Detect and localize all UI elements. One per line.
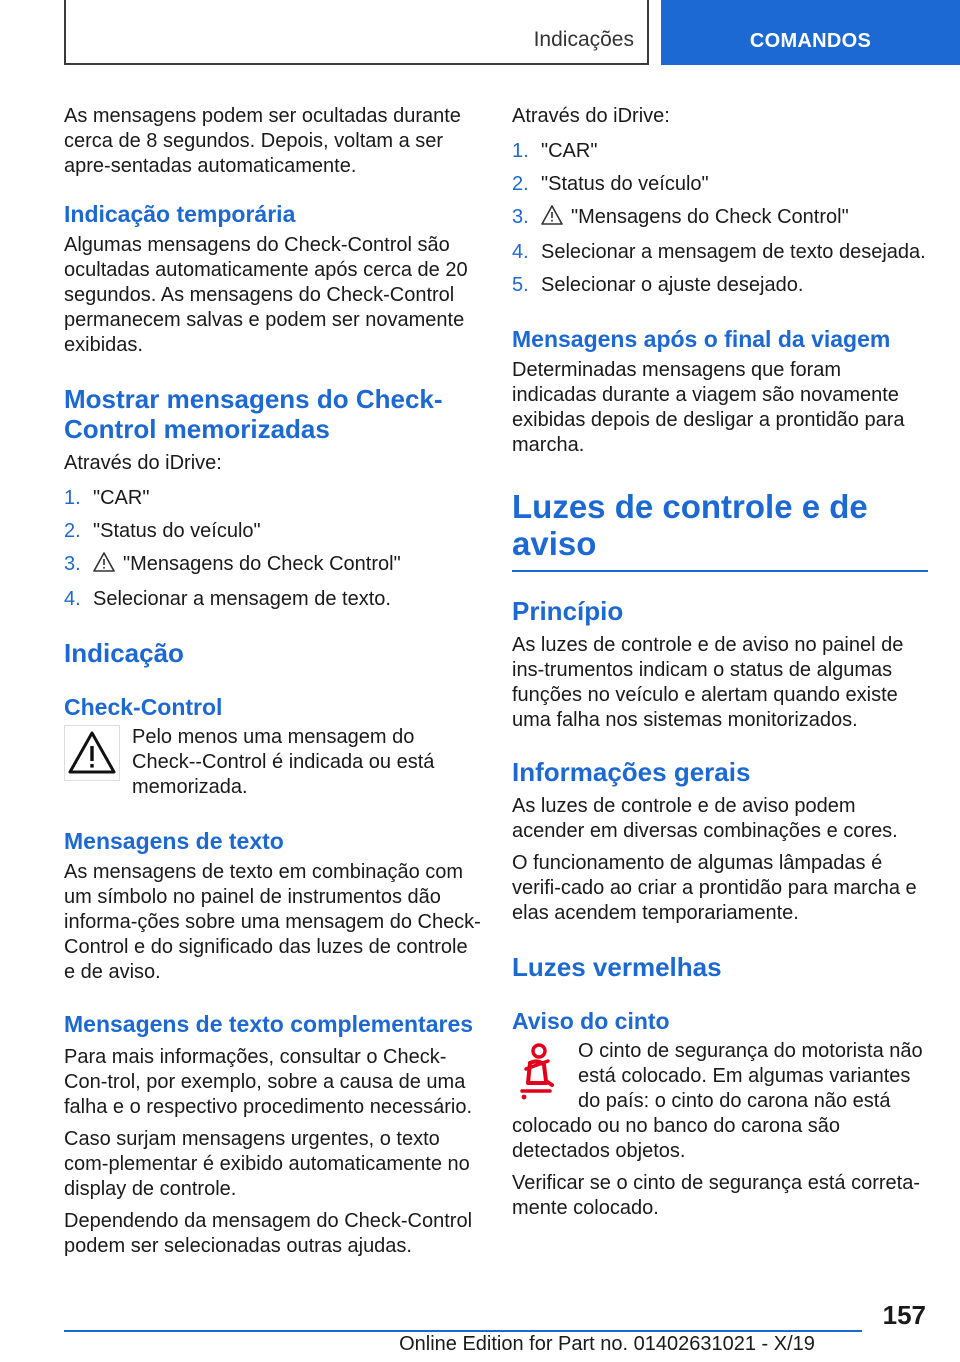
text-messages-paragraph: As mensagens de texto em combinação com um símbolo no painel de instrumentos dão informa-ções sobre uma mensagem do Check-Control e do significado das luzes de controle e de aviso.	[64, 861, 481, 983]
list-item: 5. Selecionar o ajuste desejado.	[512, 274, 804, 296]
heading-warning-lights: Luzes de controle e de aviso	[512, 488, 868, 562]
footer-edition: Online Edition for Part no. 01402631021 - X/19	[399, 1333, 815, 1355]
footer-divider	[64, 1330, 862, 1332]
heading-messages-after-trip: Mensagens após o final da viagem	[512, 326, 891, 352]
general-info-paragraph-2: O funcionamento de algumas lâmpadas é verifi-cado ao criar a prontidão para marcha e elas acendem temporariamente.	[512, 852, 917, 924]
list-item: 4. Selecionar a mensagem de texto desejada.	[512, 241, 926, 263]
seatbelt-paragraph-2: Verificar se o cinto de segurança está correta-mente colocado.	[512, 1172, 920, 1219]
supplementary-paragraph-2: Caso surjam mensagens urgentes, o texto com-plementar é exibido automaticamente no display de controle.	[64, 1128, 470, 1200]
heading-temporary-display: Indicação temporária	[64, 201, 296, 227]
heading-display: Indicação	[64, 638, 184, 668]
heading-show-stored-messages: Mostrar mensagens do Check-Control memorizadas	[64, 384, 443, 444]
page-number: 157	[882, 1300, 926, 1330]
supplementary-paragraph-3: Dependendo da mensagem do Check-Control podem ser selecionadas outras ajudas.	[64, 1210, 473, 1257]
via-idrive-label: Através do iDrive:	[64, 452, 222, 474]
heading-check-control: Check-Control	[64, 694, 223, 720]
list-item: 1. "CAR"	[512, 140, 598, 162]
warning-triangle-icon	[93, 552, 115, 579]
intro-paragraph: As mensagens podem ser ocultadas durante cerca de 8 segundos. Depois, voltam a ser apre-sentadas automaticamente.	[64, 105, 461, 177]
heading-seatbelt-reminder: Aviso do cinto	[512, 1008, 670, 1034]
chapter-label: COMANDOS	[749, 30, 872, 52]
heading-principle: Princípio	[512, 596, 624, 626]
list-item: 2. "Status do veículo"	[64, 520, 261, 542]
heading-red-lights: Luzes vermelhas	[512, 952, 722, 982]
chapter-tab[interactable]	[661, 0, 960, 65]
check-control-block	[64, 725, 482, 800]
heading-supplementary-messages: Mensagens de texto complementares	[64, 1011, 474, 1037]
list-item: 2. "Status do veículo"	[512, 173, 709, 195]
list-item: 4. Selecionar a mensagem de texto.	[64, 588, 391, 610]
list-item: 3. "Mensagens do Check Control"	[512, 205, 928, 232]
supplementary-paragraph-1: Para mais informações, consultar o Check-Con-trol, por exemplo, sobre a causa de uma falha e o respectivo procedimento necessário.	[64, 1046, 473, 1118]
via-idrive-label-right: Através do iDrive:	[512, 105, 670, 127]
messages-after-trip-paragraph: Determinadas mensagens que foram indicadas durante a viagem são novamente exibidas depois de desligar a prontidão para marcha.	[512, 359, 905, 456]
section-title: Indicações	[533, 28, 634, 51]
seatbelt-icon	[512, 1039, 568, 1111]
heading-text-messages: Mensagens de texto	[64, 828, 284, 854]
seatbelt-block	[512, 1039, 928, 1164]
warning-triangle-icon	[64, 725, 120, 781]
warning-triangle-icon	[541, 205, 563, 232]
left-column	[64, 104, 482, 1259]
check-control-paragraph: Pelo menos uma mensagem do Check--Control é indicada ou está memorizada.	[132, 726, 435, 798]
general-info-paragraph-1: As luzes de controle e de aviso podem acender em diversas combinações e cores.	[512, 795, 898, 842]
steps-list-left	[64, 486, 482, 612]
heading-general-info: Informações gerais	[512, 757, 751, 787]
list-item: 1. "CAR"	[64, 487, 150, 509]
steps-list-right	[512, 139, 928, 298]
temporary-display-paragraph: Algumas mensagens do Check-Control são ocultadas automaticamente após cerca de 20 segundos. As mensagens do Check-Control permanecem salvas e podem ser novamente exibidas.	[64, 234, 468, 356]
list-item: 3. "Mensagens do Check Control"	[64, 552, 482, 579]
heading-divider	[512, 570, 928, 572]
right-column	[512, 104, 928, 1221]
principle-paragraph: As luzes de controle e de aviso no painel de ins-trumentos indicam o status de algumas funções no veículo e alertam quando existe uma falha nos sistemas monitorizados.	[512, 634, 904, 731]
seatbelt-paragraph-1: O cinto de segurança do motorista não está colocado. Em algumas variantes do país: o cinto do carona não está colocado ou no banco do carona são detectados objetos.	[512, 1040, 923, 1162]
